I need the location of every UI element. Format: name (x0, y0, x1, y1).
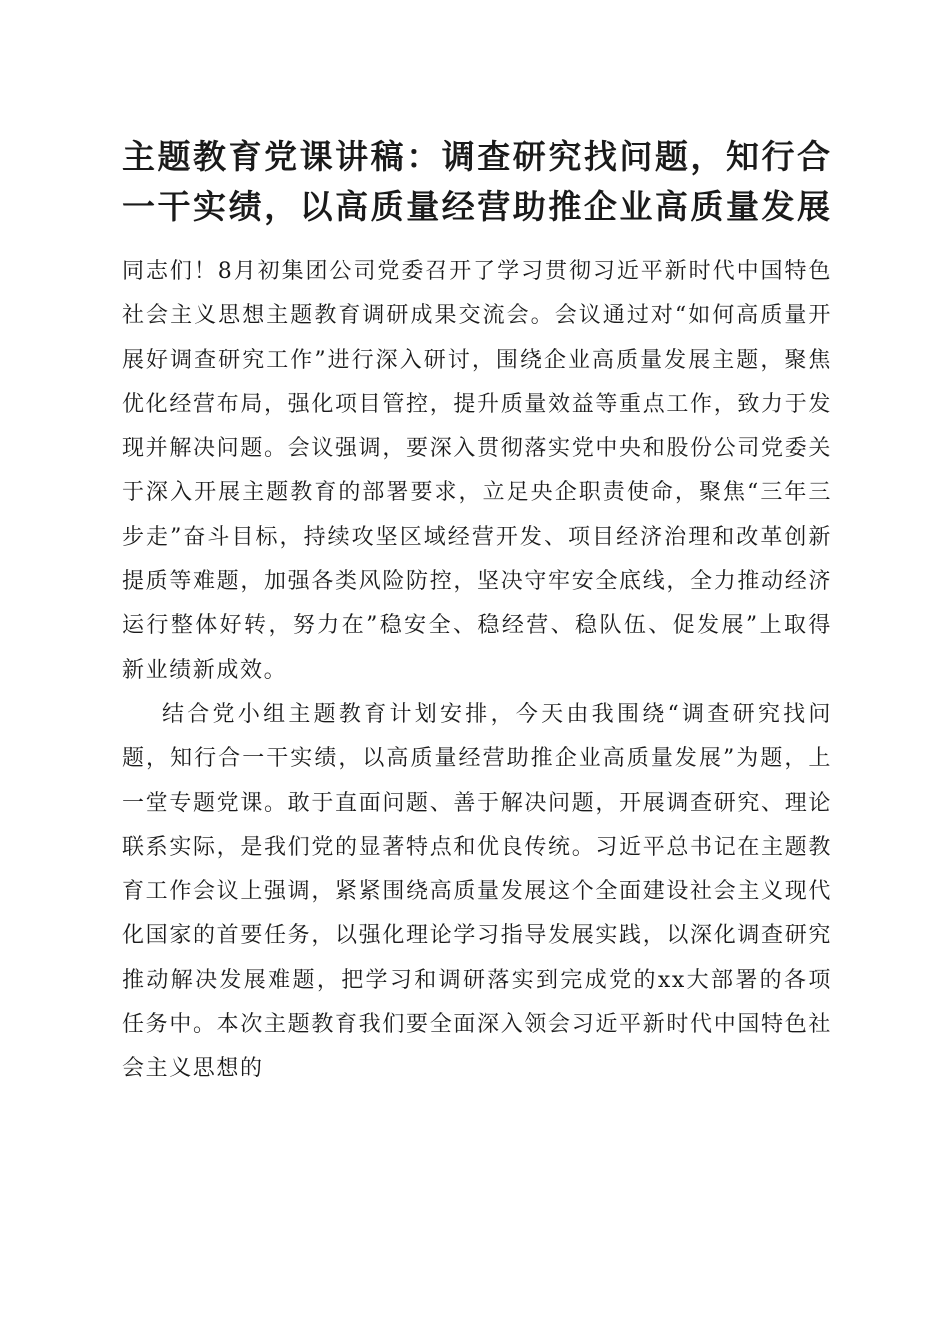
body-paragraph-1: 同志们！8月初集团公司党委召开了学习贯彻习近平新时代中国特色社会主义思想主题教育调研成果交流会。会议通过对“如何高质量开展好调查研究工作”进行深入研讨，围绕企业高质量发展主题，聚焦优化经营布局，强化项目管控，提升质量效益等重点工作，致力于发现并解决问题。会议强调，要深入贯彻落实党中央和股份公司党委关于深入开展主题教育的部署要求，立足央企职责使命，聚焦“三年三步走”奋斗目标，持续攻坚区域经营开发、项目经济治理和改革创新提质等难题，加强各类风险防控，坚决守牢安全底线，全力推动经济运行整体好转，努力在”稳安全、稳经营、稳队伍、促发展”上取得新业绩新成效。 (122, 259, 832, 683)
body-paragraph-2: 结合党小组主题教育计划安排，今天由我围绕“调查研究找问题，知行合一干实绩，以高质量经营助推企业高质量发展”为题，上一堂专题党课。敢于直面问题、善于解决问题，开展调查研究、理论联系实际，是我们党的显著特点和优良传统。习近平总书记在主题教育工作会议上强调，紧紧围绕高质量发展这个全面建设社会主义现代化国家的首要任务，以强化理论学习指导发展实践，以深化调查研究推动解决发展难题，把学习和调研落实到完成党的xx大部署的各项任务中。本次主题教育我们要全面深入领会习近平新时代中国特色社会主义思想的 (122, 701, 832, 1082)
document-title (122, 132, 830, 232)
title-line-2: 一干实绩，以高质量经营助推企业高质量发展 (122, 187, 830, 226)
document-body (122, 250, 832, 1092)
title-line-1: 主题教育党课讲稿：调查研究找问题，知行合 (122, 137, 830, 176)
